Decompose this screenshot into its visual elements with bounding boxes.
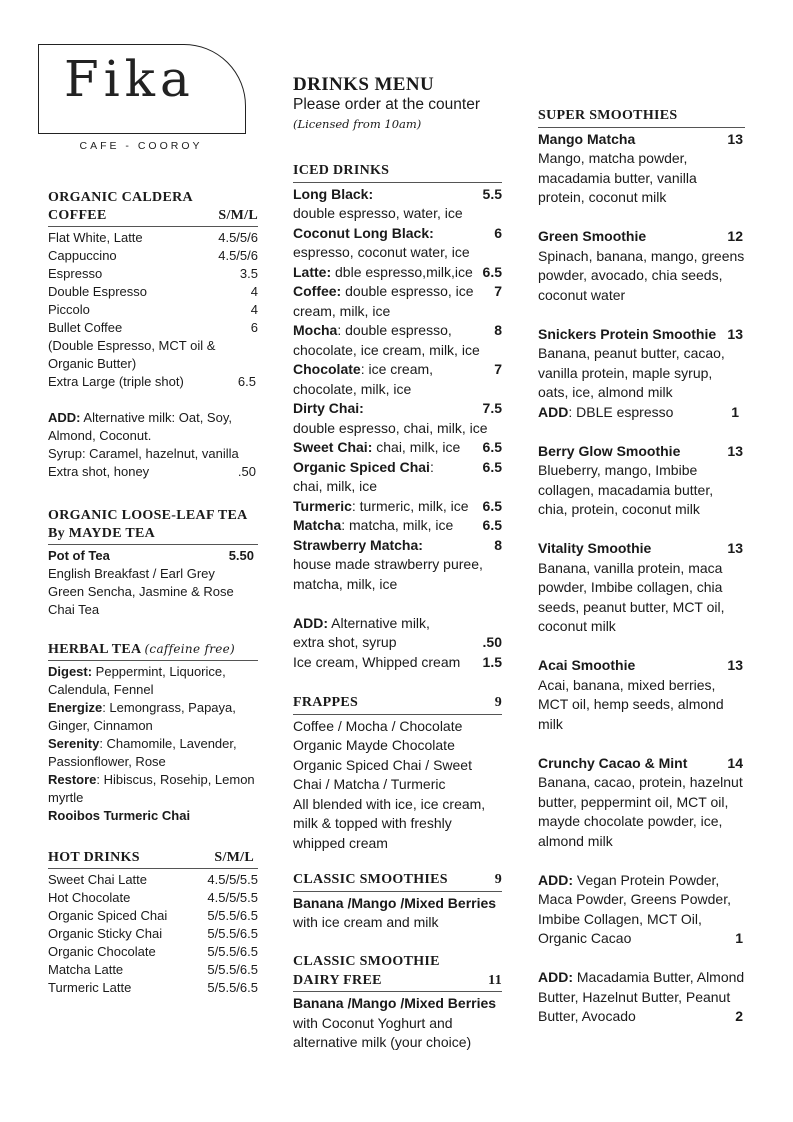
smoothie-item: Mango Matcha 13 xyxy=(538,130,743,147)
smoothie-description: with Coconut Yoghurt and alternative milk (your choice) xyxy=(293,1014,472,1050)
herbal-item: Digest: Peppermint, Liquorice, Calendula, Fennel xyxy=(48,664,226,697)
logo-tagline: CAFE - COOROY xyxy=(79,140,203,152)
logo-wordmark: Fika xyxy=(64,50,195,108)
iced-items xyxy=(293,185,502,595)
smoothie-description: Acai, banana, mixed berries, MCT oil, hemp seeds, almond milk xyxy=(538,676,724,732)
menu-item: Cappuccino 4.5/5/6 xyxy=(48,248,258,263)
menu-item: Turmeric Latte 5/5.5/6.5 xyxy=(48,980,258,995)
item-price: 5.5 xyxy=(482,185,502,202)
frappes-heading: FRAPPES 9 xyxy=(293,693,502,715)
smoothie-item: Snickers Protein Smoothie 13 xyxy=(538,325,743,342)
license-note: (Licensed from 10am) xyxy=(293,116,422,131)
coffee-heading: ORGANIC CALDERA COFFEE S/M/L xyxy=(48,189,258,227)
smoothie-item: Green Smoothie 12 xyxy=(538,228,743,244)
herbal-item: Energize: Lemongrass, Papaya, Ginger, Cinnamon xyxy=(48,700,236,733)
frappe-line: Chai / Matcha / Turmeric xyxy=(293,776,446,792)
item-description: chocolate, milk, ice xyxy=(293,380,412,397)
tea-varieties: English Breakfast / Earl Grey xyxy=(48,566,215,581)
iced-drinks-section xyxy=(293,161,502,672)
smoothie-description: Mango, matcha powder, macadamia butter, vanilla protein, coconut milk xyxy=(538,150,697,205)
menu-item: Ice cream, Whipped cream 1.5 xyxy=(293,653,502,670)
menu-item: Double Espresso 4 xyxy=(48,284,258,299)
item-description: cream, milk, ice xyxy=(293,302,391,319)
frappe-line: All blended with ice, ice cream, xyxy=(293,795,486,812)
smoothie-add-on: ADD: DBLE espresso 1 xyxy=(538,403,739,420)
super-smoothies-heading: SUPER SMOOTHIES xyxy=(538,106,745,128)
coffee-section xyxy=(48,189,258,481)
smoothie-description: Banana, vanilla protein, maca powder, Imbibe collagen, chia seeds, peanut butter, MCT oil, coconut milk xyxy=(538,559,725,634)
item-description: (Double Espresso, MCT oil & xyxy=(48,338,216,353)
item-price: 8 xyxy=(494,322,502,338)
herbal-item: Restore: Hibiscus, Rosehip, Lemon myrtle xyxy=(48,772,255,805)
menu-item: Flat White, Latte 4.5/5/6 xyxy=(48,230,258,245)
item-description: double espresso, water, ice xyxy=(293,205,463,221)
drinks-menu-header xyxy=(293,75,502,134)
frappe-line: whipped cream xyxy=(293,834,388,851)
item-price: 7 xyxy=(494,283,502,299)
frappes-section xyxy=(293,693,502,853)
frappe-line: Organic Mayde Chocolate xyxy=(293,737,455,753)
classic-smoothies-section xyxy=(293,870,502,933)
page-title: DRINKS MENU xyxy=(293,74,435,95)
menu-item: Sweet Chai Latte 4.5/5/5.5 xyxy=(48,872,258,887)
tea-heading: ORGANIC LOOSE-LEAF TEA By MAYDE TEA xyxy=(48,507,258,545)
menu-item: Organic Sticky Chai 5/5.5/6.5 xyxy=(48,926,258,941)
item-price: 6.5 xyxy=(482,458,502,475)
menu-item: Extra Large (triple shot) 6.5 xyxy=(48,374,256,389)
iced-add-ons: ADD: Alternative milk, xyxy=(293,614,430,631)
item-price: 8 xyxy=(494,536,502,553)
smoothie-item: Berry Glow Smoothie 13 xyxy=(538,442,743,459)
smoothie-description: with ice cream and milk xyxy=(293,914,439,930)
menu-item: Extra shot, honey .50 xyxy=(48,464,256,479)
herbal-item: Rooibos Turmeric Chai xyxy=(48,808,191,823)
smoothie-item: Crunchy Cacao & Mint 14 xyxy=(538,754,743,771)
item-price: 6.5 xyxy=(482,263,502,280)
iced-item: Strawberry Matcha: 8 xyxy=(293,536,502,556)
super-add-2: ADD: Macadamia Butter, Almond Butter, Hazelnut Butter, Peanut Butter, Avocado 2 xyxy=(538,969,745,1024)
syrup-options: Syrup: Caramel, hazelnut, vanilla xyxy=(48,446,239,461)
smoothie-description: Blueberry, mango, Imbibe collagen, macadamia butter, chia, protein, coconut milk xyxy=(538,462,714,517)
item-price: 6 xyxy=(494,224,502,241)
frappe-line: milk & topped with freshly xyxy=(293,815,452,831)
item-description: house made strawberry puree, matcha, milk, ice xyxy=(293,556,483,592)
super-smoothies-section xyxy=(538,106,745,1027)
coffee-add-ons: ADD: Alternative milk: Oat, Soy, Almond, Coconut. xyxy=(48,410,232,443)
herbal-section xyxy=(48,640,258,825)
menu-item: Espresso 3.5 xyxy=(48,266,258,281)
iced-item: Chocolate: ice cream, 7 xyxy=(293,360,502,380)
iced-item: Long Black: 5.5 xyxy=(293,185,502,205)
menu-item: Bullet Coffee 6 xyxy=(48,320,258,335)
iced-item: Mocha: double espresso, 8 xyxy=(293,321,502,341)
tea-varieties: Chai Tea xyxy=(48,602,100,617)
iced-item: Matcha: matcha, milk, ice 6.5 xyxy=(293,516,502,536)
item-price: 6.5 xyxy=(482,517,502,533)
item-price: 7.5 xyxy=(482,400,502,416)
tea-varieties: Green Sencha, Jasmine & Rose xyxy=(48,584,234,599)
smoothie-flavours: Banana /Mango /Mixed Berries xyxy=(293,894,497,911)
item-description: chai, milk, ice xyxy=(293,478,378,494)
super-add-1: ADD: Vegan Protein Powder, Maca Powder, Greens Powder, Imbibe Collagen, MCT Oil, Organic Cacao 1 xyxy=(538,871,743,946)
frappe-line: Coffee / Mocha / Chocolate xyxy=(293,717,463,734)
classic-smoothies-heading: CLASSIC SMOOTHIES 9 xyxy=(293,870,502,892)
iced-item: Sweet Chai: chai, milk, ice 6.5 xyxy=(293,438,502,458)
smoothie-item: Vitality Smoothie 13 xyxy=(538,540,743,556)
smoothie-description: Spinach, banana, mango, greens powder, avocado, chia seeds, coconut water xyxy=(538,247,745,303)
item-price: 6.5 xyxy=(482,439,502,455)
frappe-line: Organic Spiced Chai / Sweet xyxy=(293,756,472,773)
menu-item: Pot of Tea 5.50 xyxy=(48,548,254,563)
item-description: Organic Butter) xyxy=(48,356,137,371)
iced-item: Coconut Long Black: 6 xyxy=(293,224,502,244)
iced-item: Organic Spiced Chai: 6.5 xyxy=(293,458,502,478)
item-price: 6.5 xyxy=(482,497,502,514)
smoothie-description: Banana, peanut butter, cacao, vanilla protein, maple syrup, oats, ice, almond milk xyxy=(538,345,725,400)
item-description: double espresso, chai, milk, ice xyxy=(293,419,488,436)
hot-drinks-section xyxy=(48,849,258,997)
smoothie-item: Acai Smoothie 13 xyxy=(538,657,743,673)
item-description: chocolate, ice cream, milk, ice xyxy=(293,341,480,358)
iced-item: Latte: dble espresso,milk,ice 6.5 xyxy=(293,263,502,283)
iced-item: Turmeric: turmeric, milk, ice 6.5 xyxy=(293,497,502,517)
smoothie-description: Banana, cacao, protein, hazelnut butter, peppermint oil, MCT oil, mayde chocolate powder, ice, almond milk xyxy=(538,774,743,849)
item-price: 7 xyxy=(494,361,502,377)
tea-section xyxy=(48,507,258,619)
herbal-item: Serenity: Chamomile, Lavender, Passionflower, Rose xyxy=(48,736,237,769)
hot-drinks-heading: HOT DRINKS S/M/L xyxy=(48,849,258,869)
classic-df-section xyxy=(293,952,502,1053)
classic-df-heading: CLASSIC SMOOTHIE DAIRY FREE 11 xyxy=(293,952,502,992)
iced-item: Dirty Chai: 7.5 xyxy=(293,399,502,419)
iced-item: Coffee: double espresso, ice 7 xyxy=(293,282,502,302)
smoothie-flavours: Banana /Mango /Mixed Berries xyxy=(293,995,497,1011)
menu-item: Matcha Latte 5/5.5/6.5 xyxy=(48,962,258,977)
menu-item: Piccolo 4 xyxy=(48,302,258,317)
page-subtitle: Please order at the counter xyxy=(293,95,480,113)
menu-item: Hot Chocolate 4.5/5/5.5 xyxy=(48,890,258,905)
herbal-heading: HERBAL TEA (caffeine free) xyxy=(48,640,258,661)
menu-item: Organic Chocolate 5/5.5/6.5 xyxy=(48,944,258,959)
item-description: espresso, coconut water, ice xyxy=(293,244,470,260)
menu-item: Organic Spiced Chai 5/5.5/6.5 xyxy=(48,908,258,923)
iced-drinks-heading: ICED DRINKS xyxy=(293,161,502,183)
super-items xyxy=(538,130,745,871)
menu-item: extra shot, syrup .50 xyxy=(293,634,502,650)
